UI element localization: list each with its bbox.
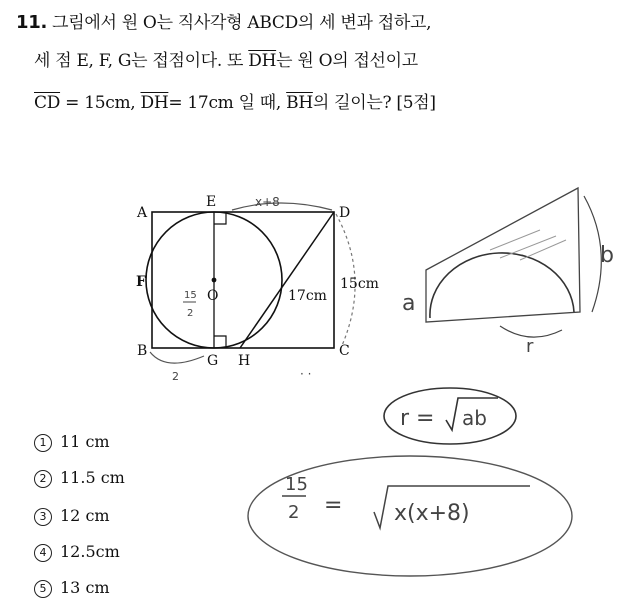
right-angle-e	[214, 212, 226, 224]
sketch-label-r: r	[526, 336, 534, 357]
right-angle-g	[214, 336, 226, 348]
sketch-label-a: a	[402, 291, 416, 316]
top-brace	[232, 203, 332, 210]
segment-dh: $\overline{DH}$	[248, 51, 277, 71]
label-h: H	[238, 353, 251, 369]
choice-text: 12.5cm	[60, 542, 120, 561]
choice-5[interactable]	[34, 578, 110, 598]
choice-2[interactable]	[34, 468, 125, 488]
label-a: A	[137, 205, 148, 221]
hand-dots: · ·	[300, 367, 312, 381]
question-number: 11.	[16, 12, 47, 33]
choice-3[interactable]	[34, 506, 110, 526]
segment-cd: $\overline{CD}$	[34, 93, 61, 113]
sketch-trapezoid	[426, 188, 580, 322]
sketch-hatch	[490, 230, 566, 260]
equation-rhs: x(x+8)	[394, 501, 470, 526]
question-text-3a: = 15cm,	[60, 93, 136, 113]
label-e: E	[206, 194, 217, 210]
choice-mark: 2	[34, 470, 52, 488]
rectangle-abcd	[152, 212, 334, 348]
segment-bh: $\overline{BH}$	[286, 93, 313, 113]
sketch-brace-b	[584, 196, 601, 312]
question-text-2a: 세 점 E, F, G는 접점이다. 또	[34, 51, 244, 71]
question-text-3c: 의 길이는? [5점]	[312, 93, 436, 113]
hand-frac-den: 2	[187, 308, 194, 319]
choice-text: 13 cm	[60, 578, 110, 597]
label-d: D	[339, 205, 351, 221]
choice-4[interactable]	[34, 542, 120, 562]
choice-mark: 3	[34, 508, 52, 526]
label-b: B	[137, 343, 148, 359]
bottom-brace	[150, 352, 204, 363]
choice-mark: 5	[34, 580, 52, 598]
label-o: O	[207, 288, 219, 304]
choice-text: 11.5 cm	[60, 468, 125, 487]
equation-num: 15	[285, 474, 308, 495]
tangent-dh	[240, 212, 334, 348]
equation-den: 2	[288, 502, 300, 523]
length-cd: 15cm	[340, 276, 379, 292]
length-dh: 17cm	[288, 288, 327, 304]
sketch-semicircle	[430, 253, 574, 318]
choice-text: 12 cm	[60, 506, 110, 525]
segment-dh-2: $\overline{DH}$	[140, 93, 169, 113]
formula-rhs: ab	[462, 406, 487, 430]
hand-frac-num: 15	[184, 290, 197, 301]
sketch-label-b: b	[600, 243, 614, 268]
equation-sign: =	[324, 493, 343, 518]
label-c: C	[339, 343, 350, 359]
formula-lhs: r =	[400, 406, 435, 431]
center-dot	[212, 278, 217, 283]
question-text-3b: = 17cm 일 때,	[168, 93, 282, 113]
label-f: F	[136, 274, 146, 290]
question-text-1: 그림에서 원 O는 직사각형 ABCD의 세 변과 접하고,	[52, 13, 432, 33]
choice-mark: 1	[34, 434, 52, 452]
hand-bottom-mark: 2	[172, 370, 179, 383]
choice-1[interactable]	[34, 432, 110, 452]
choice-text: 11 cm	[60, 432, 110, 451]
hand-top-note: x+8	[255, 195, 280, 209]
choice-mark: 4	[34, 544, 52, 562]
question-text-2b: 는 원 O의 접선이고	[276, 51, 418, 71]
label-g: G	[207, 353, 219, 369]
